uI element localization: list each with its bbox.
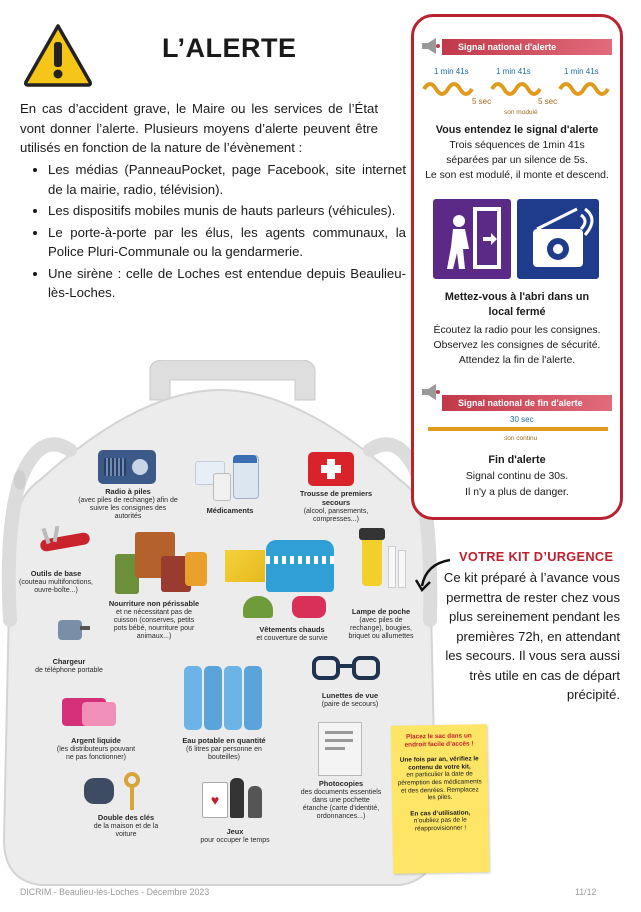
games-icon: ♥ [202, 778, 268, 826]
cash-label: Argent liquide (les distributeurs pouvant ne pas fonctionner) [56, 736, 136, 761]
list-item: • Les médias (PanneauPocket, page Facebook, site internet de la mairie, radio, télévision). [48, 160, 406, 199]
duration-label: 1 min 41s [564, 67, 599, 76]
duration-label: 1 min 41s [434, 67, 469, 76]
hear-title: Vous entendez le signal d'alerte [435, 124, 599, 136]
shelter-title: Mettez-vous à l'abri dans un local fermé [444, 291, 590, 318]
page-title: L’ALERTE [162, 33, 297, 63]
note-line: n’oubliez pas de le réapprovisionner ! [413, 816, 467, 833]
warning-icon [22, 22, 94, 88]
sticky-note [391, 724, 490, 874]
radio-waves-icon [517, 199, 599, 279]
continuous-line [428, 427, 608, 431]
docs-label: Photocopies des documents essentiels dans une pochette étanche (carte d'identité, ordonnances...) [300, 779, 382, 820]
food-icon [115, 532, 210, 596]
shelter-line: Attendez la fin de l'alerte. [458, 355, 576, 366]
kit-title: VOTRE KIT D’URGENCE [459, 549, 614, 564]
siren-horn-icon [420, 35, 442, 57]
signal-national-bar: Signal national d'alerte [442, 39, 612, 55]
alert-signal-panel [411, 14, 623, 520]
hear-line: Le son est modulé, il monte et descend. [425, 170, 609, 181]
charger-icon [58, 612, 90, 652]
pause-label: 5 sec [472, 97, 492, 106]
torch-label: Lampe de poche (avec piles de rechange), bougies, briquet ou allumettes [348, 607, 414, 640]
flashlight-icon [362, 528, 382, 586]
hear-line: séparées par un silence de 5s. [446, 155, 588, 166]
end-line: Signal continu de 30s. [465, 471, 569, 482]
games-label: Jeux pour occuper le temps [200, 827, 270, 844]
tools-label: Outils de base (couteau multifonctions, ouvre-boîte...) [19, 569, 93, 594]
glasses-icon [312, 656, 382, 686]
modulated-label: son modulé [504, 109, 538, 116]
food-label: Nourriture non périssable et ne nécessitant pas de cuisson (conserves, petits pots bébé, nourriture pour animaux...) [108, 599, 200, 640]
list-item: • Une sirène : celle de Loches est entendue depuis Beaulieu-lès-Loches. [48, 264, 406, 303]
pause-label: 5 sec [538, 97, 558, 106]
hat-icon [243, 596, 273, 618]
hear-line: Trois séquences de 1min 41s [449, 140, 585, 151]
keys-icon [84, 772, 158, 810]
shelter-line: Observez les consignes de sécurité. [433, 340, 601, 351]
end-duration-label: 30 sec [510, 415, 534, 424]
note-line: Placez le sac dans un endroit facile d’accès ! [404, 732, 474, 749]
alert-means-list [20, 160, 406, 305]
list-item: • Le porte-à-porte par les élus, les agents communaux, la Police Pluri-Communale ou la gendarmerie. [48, 223, 406, 262]
continuous-label: son continu [504, 435, 538, 442]
survival-blanket-icon [225, 550, 265, 582]
first-aid-kit-icon [308, 452, 354, 486]
intro-paragraph: En cas d’accident grave, le Maire ou les services de l’État vont donner l’alerte. Plusieurs moyens d’alerte peuvent être utilisés en fonction de la nature de l’évènement : [20, 101, 378, 155]
page-number: 11/12 [575, 887, 597, 897]
shelter-icon [433, 199, 511, 279]
duration-label: 1 min 41s [496, 67, 531, 76]
footer-text: DICRIM - Beaulieu-lès-Loches - Décembre 2023 [20, 887, 210, 897]
multitool-icon [40, 528, 94, 550]
medicine-icon [195, 455, 261, 500]
water-label: Eau potable en quantité (6 litres par personne en bouteilles) [182, 736, 266, 761]
person-door-icon [433, 199, 511, 279]
end-line: Il n'y a plus de danger. [465, 487, 569, 498]
cash-icon [62, 694, 116, 730]
documents-icon [318, 722, 362, 776]
glasses-label: Lunettes de vue (paire de secours) [321, 691, 379, 708]
radio-label: Radio à piles (avec piles de rechange) afin de suivre les consignes des autorités [78, 487, 178, 520]
siren-horn-icon [420, 381, 442, 403]
end-title: Fin d'alerte [488, 454, 546, 466]
clothes-label: Vêtements chauds et couverture de survie [256, 625, 328, 642]
radio-icon [98, 450, 156, 484]
note-line: en particulier la date de péremption des médicaments et des denrées. Remplacez les piles. [397, 770, 482, 802]
charger-label: Chargeur de téléphone portable [35, 657, 103, 674]
firstaid-label: Trousse de premiers secours (alcool, pansements, compresses...) [299, 489, 373, 523]
kit-description: Ce kit préparé à l’avance vous permettra de rester chez vous plus sereinement pendant les premières 72h, en attendant les secours. Il vous sera aussi très utile en cas de départ précipité. [443, 570, 620, 702]
candles-icon [388, 546, 406, 586]
meds-label: Médicaments [206, 506, 254, 515]
gloves-icon [292, 596, 326, 618]
radio-listen-icon [517, 199, 599, 279]
list-item: • Les dispositifs mobiles munis de hauts parleurs (véhicules). [48, 201, 406, 221]
end-signal-bar: Signal national de fin d'alerte [442, 395, 612, 411]
note-line: En cas d’utilisation, [410, 809, 471, 818]
note-line: Une fois par an, vérifiez le contenu de votre kit, [399, 755, 479, 772]
shelter-line: Écoutez la radio pour les consignes. [433, 325, 601, 336]
modulated-wave [422, 77, 612, 99]
water-bottles-icon [184, 656, 264, 732]
keys-label: Double des clés de la maison et de la voiture [93, 813, 159, 838]
sweater-icon [266, 540, 334, 592]
